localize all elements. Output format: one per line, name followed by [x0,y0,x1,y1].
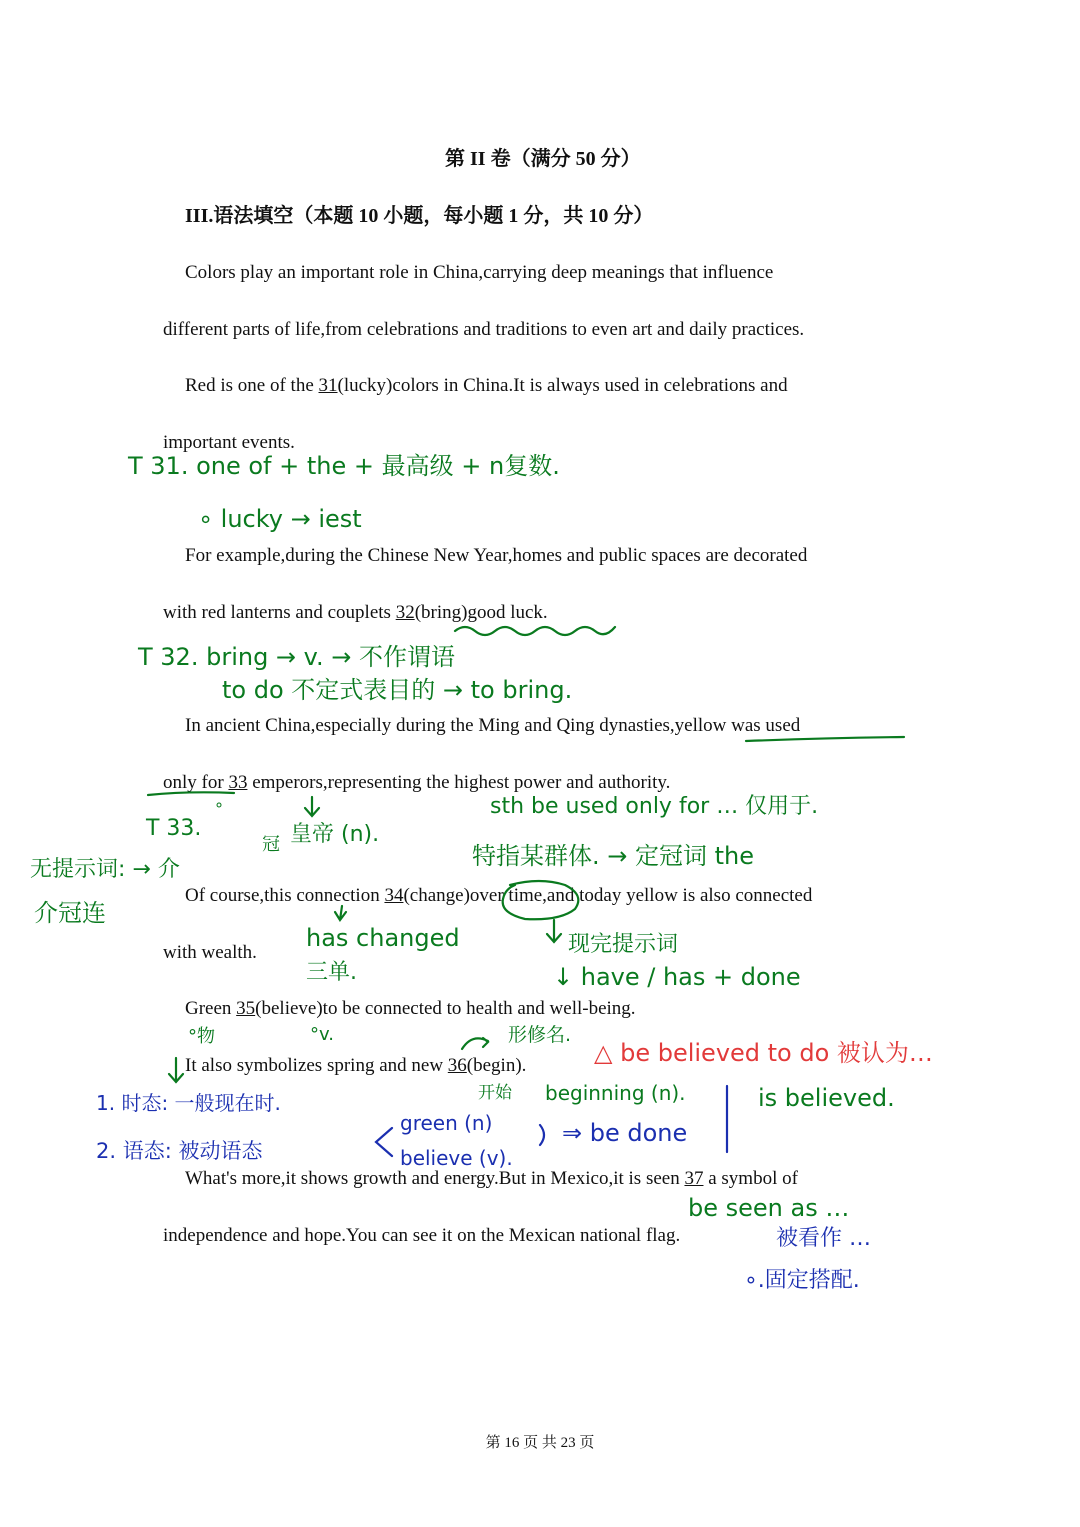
blank-36: 36 [447,1055,467,1076]
passage-line [185,374,788,398]
note-be-done: ⇒ be done [562,1119,688,1147]
note-believed-rule: △ be believed to do 被认为… [594,1039,933,1067]
passage-text: (lucky)colors in China.It is always used in celebrations and [337,375,788,396]
note-33-label: T 33. [146,816,202,841]
passage-line: In ancient China,especially during the Ming and Qing dynasties,yellow was used [185,715,801,736]
passage-text: (change)over time,and today yellow is also connected [403,885,813,906]
passage-text: a symbol of [703,1168,798,1189]
blank-34: 34 [384,885,404,906]
note-34-answer: has changed [306,924,460,952]
note-36-beginning: beginning (n). [545,1081,686,1105]
note-33-used-for: sth be used only for … 仅用于. [490,794,819,819]
passage-text: (begin). [466,1055,527,1076]
passage-line [185,884,812,908]
passage-line: different parts of life,from celebrations and traditions to even art and daily practices. [163,319,805,340]
note-32-rule: T 32. bring → v. → 不作谓语 [138,643,456,671]
passage-text: emperors,representing the highest power and authority. [247,772,671,793]
blank-37: 37 [684,1168,704,1189]
note-36-modifier: 形修名. [508,1024,572,1046]
note-35-thing: °物 [188,1026,215,1047]
passage-text: (bring)good luck. [414,602,548,623]
passage-text: (believe)to be connected to health and well-being. [255,998,636,1019]
passage-text: Red is one of the [185,375,319,396]
note-article: 冠 [262,834,280,855]
passage-text: with red lanterns and couplets [163,602,396,623]
passage-line: Colors play an important role in China,carrying deep meanings that influence [185,262,774,283]
section-heading: III.语法填空（本题 10 小题，每小题 1 分，共 10 分） [185,205,654,227]
note-34-perfect: ↓ have / has + done [553,963,801,991]
note-37-meaning: 被看作 … [776,1226,871,1251]
blank-31: 31 [318,375,338,396]
note-37-seen-as: be seen as … [688,1194,850,1222]
note-34-hint: 现完提示词 [568,932,679,957]
passage-line [163,771,670,795]
note-35-verb: °v. [310,1024,334,1045]
blank-35: 35 [236,998,256,1019]
note-believe-verb: believe (v). [400,1146,513,1170]
note-31-rule: T 31. one of + the + 最高级 + n复数. [128,452,560,480]
note-voice: 2. 语态: 被动语态 [96,1139,263,1163]
passage-line [185,997,636,1021]
note-36-begin: 开始 [478,1083,512,1103]
note-31-form: ∘ lucky → iest [198,505,362,533]
passage-line [185,1054,526,1078]
passage-text: What's more,it shows growth and energy.But in Mexico,it is seen [185,1168,685,1189]
passage-line: independence and hope.You can see it on the Mexican national flag. [163,1225,681,1246]
note-green-noun: green (n) [400,1111,493,1135]
page-footer: 第 16 页 共 23 页 [485,1435,595,1451]
note-no-hint: 无提示词: → 介 [30,857,180,882]
page-title: 第 II 卷（满分 50 分） [445,148,641,170]
passage-line: with wealth. [163,942,257,963]
note-tense: 1. 时态: 一般现在时. [96,1091,281,1115]
passage-line: For example,during the Chinese New Year,homes and public spaces are decorated [185,545,808,566]
note-32-form: to do 不定式表目的 → to bring. [222,676,573,704]
note-34-3rd: 三单. [306,960,357,985]
note-37-fixed: ∘.固定搭配. [744,1268,860,1293]
note-33-circle: ∘ [214,795,225,814]
note-is-believed: is believed. [758,1084,895,1112]
blank-33: 33 [228,772,248,793]
blank-32: 32 [395,602,415,623]
passage-text: only for [163,772,229,793]
passage-line: important events. [163,432,295,453]
note-33-article: 特指某群体. → 定冠词 the [472,842,755,870]
note-prep-article-conj: 介冠连 [34,899,106,927]
passage-text: Of course,this connection [185,885,385,906]
passage-text: It also symbolizes spring and new [185,1055,448,1076]
passage-line [163,601,548,625]
passage-text: Green [185,998,237,1019]
note-33-emperor: 皇帝 (n). [290,822,380,847]
